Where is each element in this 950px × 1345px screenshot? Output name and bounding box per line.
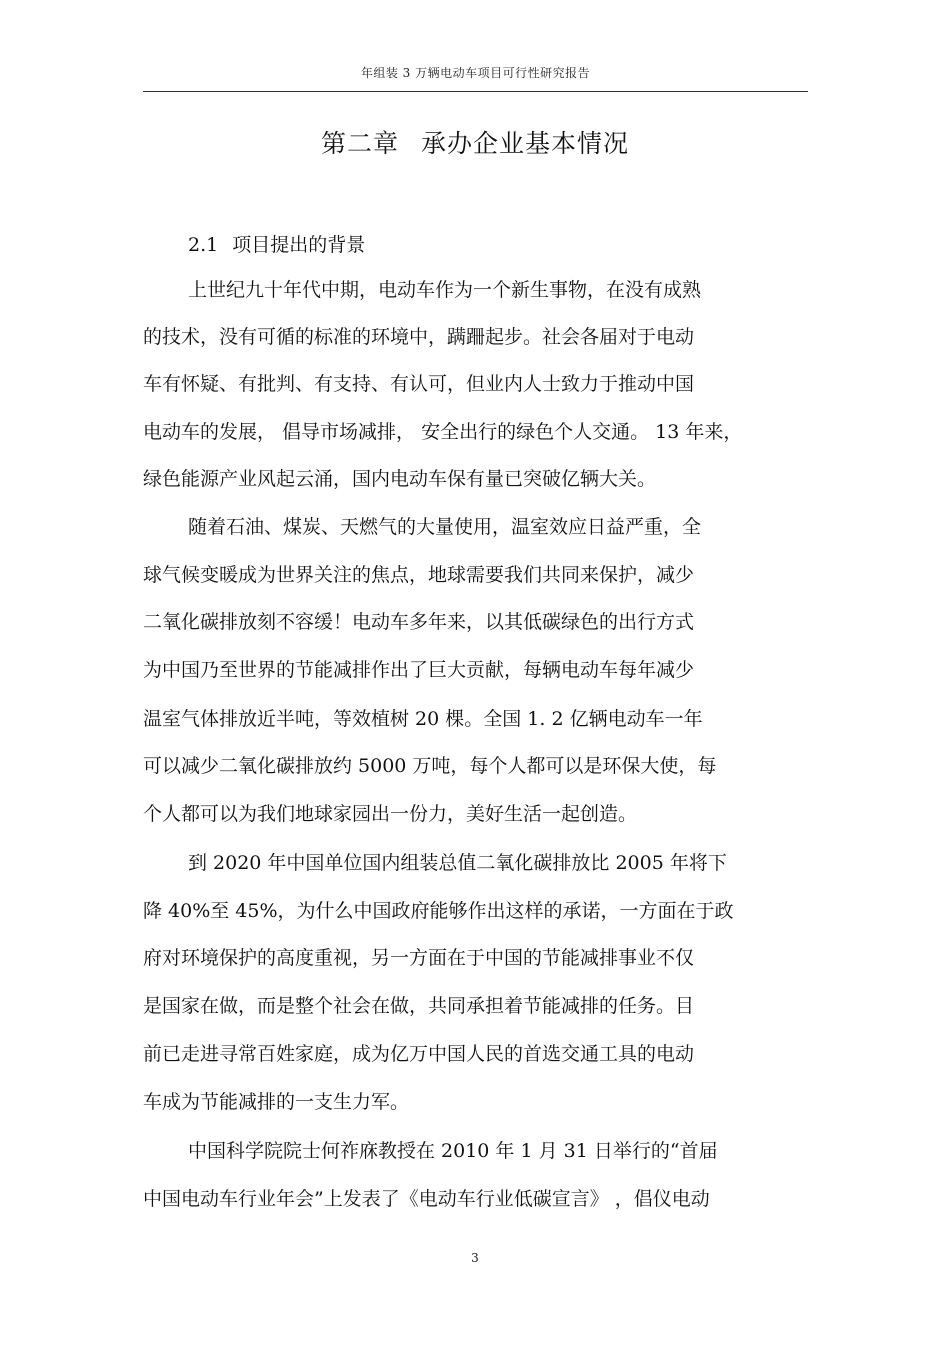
body-line: 上世纪九十年代中期，电动车作为一个新生事物，在没有成熟	[188, 279, 702, 301]
chapter-number: 第二章	[320, 129, 399, 158]
body-line: 是国家在做，而是整个社会在做，共同承担着节能减排的任务。目	[143, 995, 695, 1017]
body-line: 二氧化碳排放刻不容缓！电动车多年来，以其低碳绿色的出行方式	[143, 611, 695, 633]
running-header: 年组装 3 万辆电动车项目可行性研究报告	[360, 66, 591, 80]
body-line: 中国电动车行业年会”上发表了《电动车行业低碳宣言》 ，倡仪电动	[143, 1188, 710, 1210]
chapter-name: 承办企业基本情况	[421, 129, 630, 158]
body-line: 温室气体排放近半吨，等效植树 20 棵。全国 1. 2 亿辆电动车一年	[143, 708, 703, 730]
chapter-title	[0, 124, 950, 160]
body-line: 随着石油、煤炭、天燃气的大量使用，温室效应日益严重，全	[188, 516, 702, 538]
body-line: 个人都可以为我们地球家园出一份力，美好生活一起创造。	[143, 803, 638, 825]
body-line: 可以减少二氧化碳排放约 5000 万吨，每个人都可以是环保大使，每	[143, 755, 717, 777]
body-line: 为中国乃至世界的节能减排作出了巨大贡献，每辆电动车每年减少	[143, 659, 695, 681]
body-line: 球气候变暖成为世界关注的焦点，地球需要我们共同来保护，减少	[143, 564, 695, 586]
body-line: 的技术，没有可循的标准的环境中，蹒跚起步。社会各届对于电动	[143, 326, 695, 348]
section-number: 2.1	[188, 234, 219, 256]
body-line: 府对环境保护的高度重视，另一方面在于中国的节能减排事业不仅	[143, 947, 695, 969]
body-line: 电动车的发展， 倡导市场减排， 安全出行的绿色个人交通。 13 年来，	[143, 421, 743, 443]
body-line: 降 40%至 45%，为什么中国政府能够作出这样的承诺，一方面在于政	[143, 900, 734, 922]
section-title: 项目提出的背景	[232, 234, 366, 256]
body-line: 车成为节能减排的一支生力军。	[143, 1091, 410, 1113]
body-line: 中国科学院院士何祚庥教授在 2010 年 1 月 31 日举行的“首届	[188, 1140, 718, 1162]
body-line: 前已走进寻常百姓家庭，成为亿万中国人民的首选交通工具的电动	[143, 1043, 695, 1065]
header-rule	[143, 91, 808, 92]
body-line: 绿色能源产业风起云涌，国内电动车保有量已突破亿辆大关。	[143, 468, 657, 490]
body-line: 到 2020 年中国单位国内组装总值二氧化碳排放比 2005 年将下	[188, 852, 727, 874]
body-line: 车有怀疑、有批判、有支持、有认可，但业内人士致力于推动中国	[143, 373, 695, 395]
section-heading	[188, 230, 365, 257]
page-number: 3	[471, 1251, 479, 1265]
